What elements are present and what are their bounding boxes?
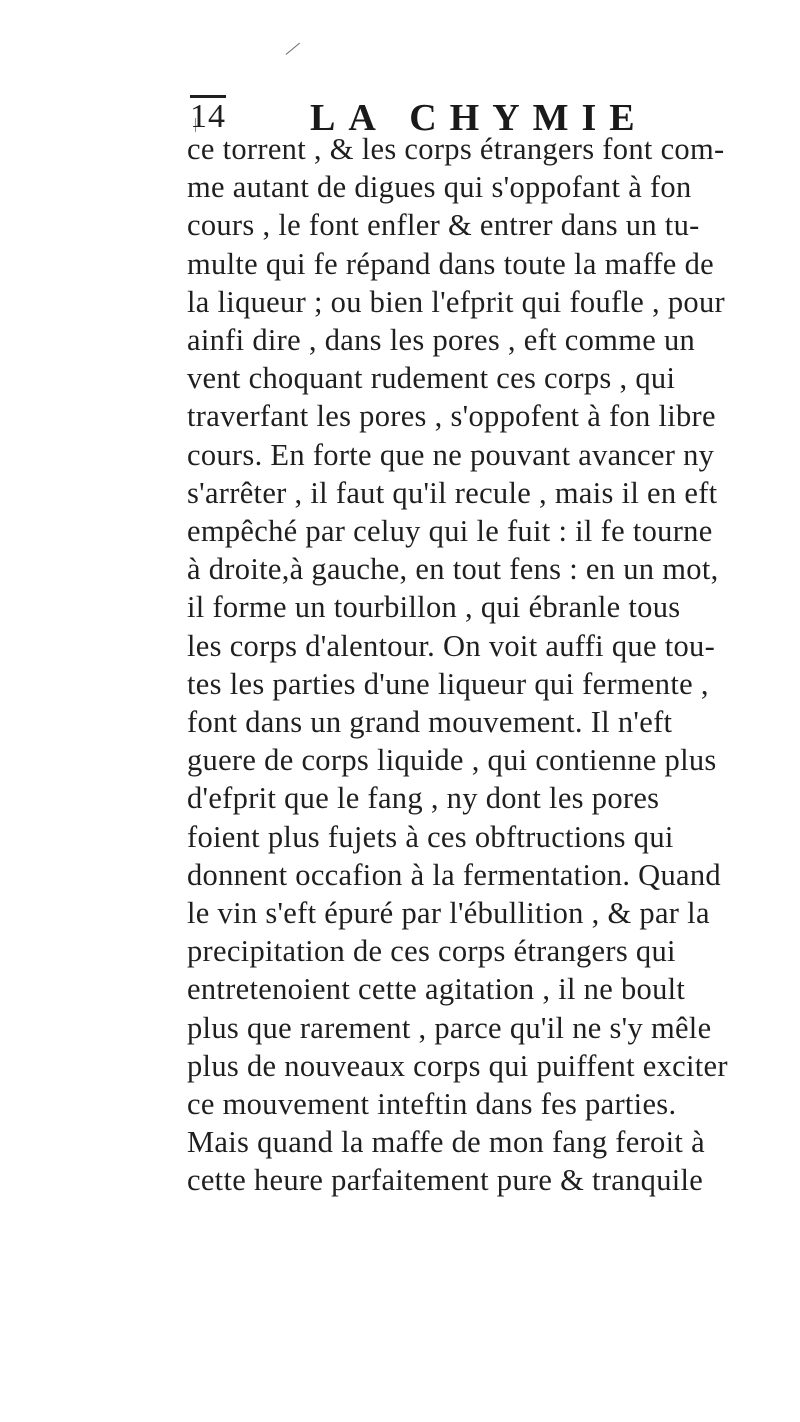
text-line: cours , le font enfler & entrer dans un tu- [187, 208, 700, 243]
text-line: plus de nouveaux corps qui puiffent exciter [187, 1048, 728, 1083]
text-line: vent choquant rudement ces corps , qui [187, 361, 676, 396]
text-line: les corps d'alentour. On voit auffi que tou- [187, 628, 716, 663]
text-line: font dans un grand mouvement. Il n'eft [187, 705, 673, 740]
text-line: foient plus fujets à ces obftructions qui [187, 819, 674, 854]
text-line: d'efprit que le fang , ny dont les pores [187, 781, 660, 816]
text-line: empêché par celuy qui le fuit : il fe tourne [187, 514, 713, 549]
text-line: me autant de digues qui s'oppofant à fon [187, 170, 692, 205]
text-line: donnent occafion à la fermentation. Quand [187, 857, 721, 892]
body-text [187, 130, 797, 1200]
text-line: Mais quand la maffe de mon fang feroit à [187, 1125, 705, 1160]
text-line: plus que rarement , parce qu'il ne s'y mêle [187, 1010, 712, 1045]
text-line: precipitation de ces corps étrangers qui [187, 934, 676, 969]
text-line: tes les parties d'une liqueur qui fermente , [187, 666, 709, 701]
running-title: LA CHYMIE [310, 97, 648, 139]
text-line: entretenoient cette agitation , il ne boult [187, 972, 686, 1007]
ink-mark [286, 43, 301, 55]
text-line: ainfi dire , dans les pores , eft comme un [187, 323, 696, 358]
text-line: guere de corps liquide , qui contienne plus [187, 743, 717, 778]
text-line: à droite,à gauche, en tout fens : en un mot, [187, 552, 719, 587]
text-line: s'arrêter , il faut qu'il recule , mais il en eft [187, 475, 718, 510]
text-line: il forme un tourbillon , qui ébranle tous [187, 590, 681, 625]
page-number: 14 [190, 98, 226, 135]
text-line: le vin s'eft épuré par l'ébullition , & par la [187, 896, 710, 931]
text-line: la liqueur ; ou bien l'efprit qui foufle , pour [187, 284, 725, 319]
text-line: multe qui fe répand dans toute la maffe de [187, 246, 714, 281]
text-line: traverfant les pores , s'oppofent à fon libre [187, 399, 716, 434]
text-line: cette heure parfaitement pure & tranquile [187, 1163, 704, 1198]
text-line: cours. En forte que ne pouvant avancer ny [187, 437, 715, 472]
text-line: ce mouvement inteftin dans fes parties. [187, 1087, 677, 1122]
text-line: ce torrent , & les corps étrangers font com- [187, 132, 725, 166]
